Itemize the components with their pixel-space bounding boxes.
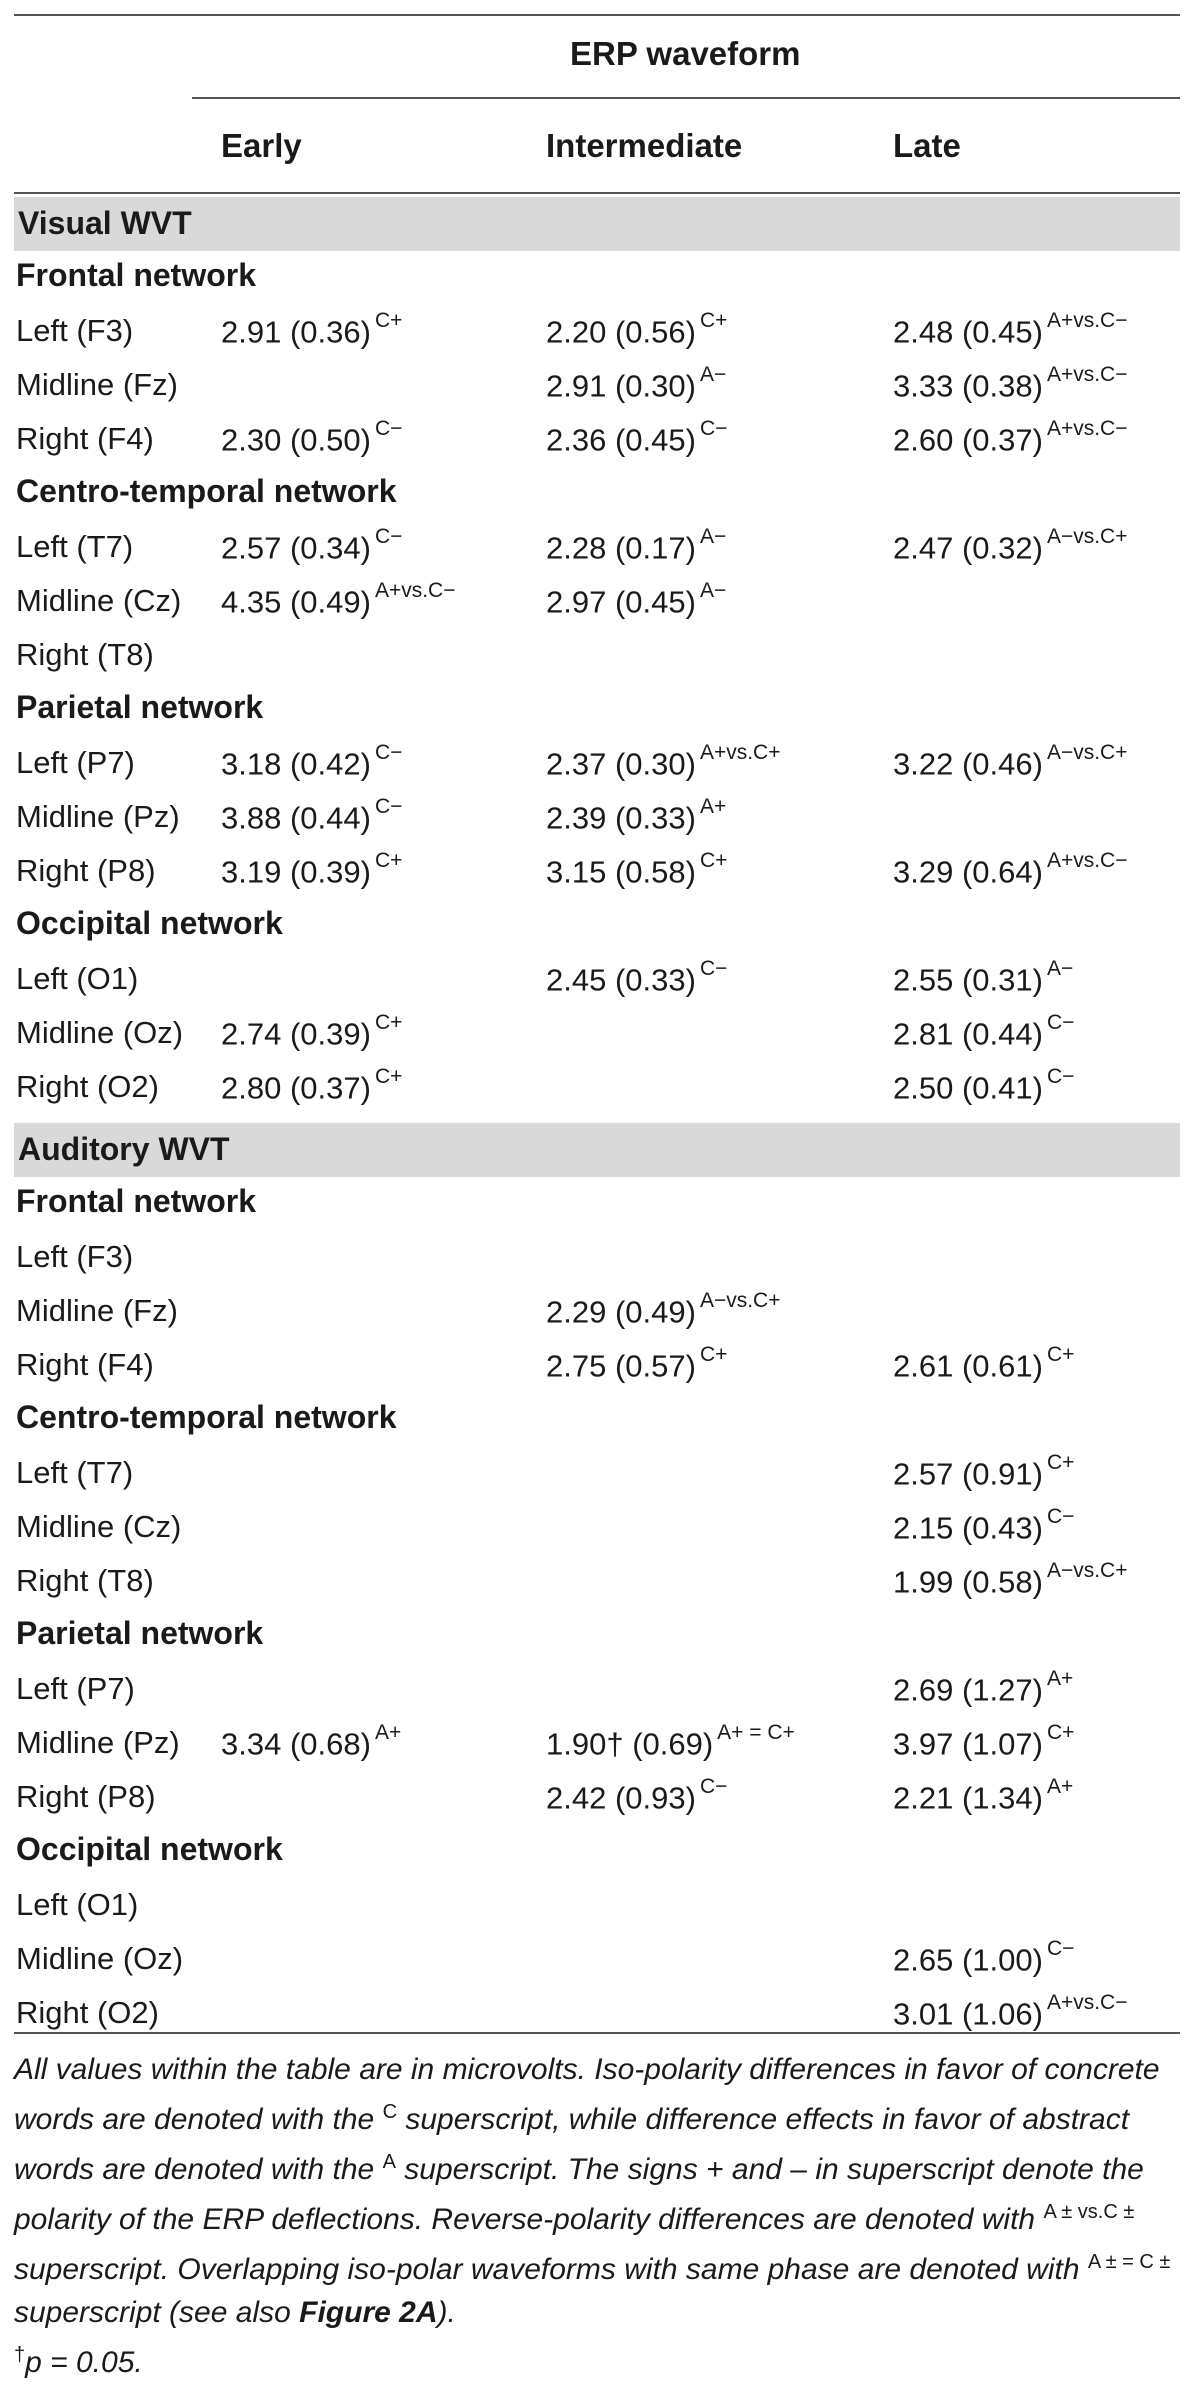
value-cell-inter — [546, 1721, 795, 1762]
value-cell-early — [221, 1065, 403, 1106]
cell-superscript: A+ — [1046, 1775, 1074, 1798]
row-label: Midline (Cz) — [16, 1509, 182, 1544]
table-row — [0, 637, 1200, 691]
section-title: Auditory WVT — [18, 1131, 230, 1167]
value-cell-inter — [546, 579, 727, 620]
cell-superscript: A−vs.C+ — [1046, 741, 1128, 764]
row-label: Left (T7) — [16, 1455, 134, 1490]
cell-superscript: C− — [374, 525, 403, 548]
cell-value: 2.60 (0.37) — [893, 422, 1043, 458]
cell-superscript: A+ — [374, 1721, 402, 1744]
cell-superscript: C+ — [1046, 1721, 1075, 1744]
value-cell-early — [221, 1721, 402, 1762]
table-row — [0, 957, 1200, 1015]
cell-value: 2.15 (0.43) — [893, 1510, 1043, 1546]
cell-value: 3.97 (1.07) — [893, 1726, 1043, 1762]
cell-value: 3.19 (0.39) — [221, 854, 371, 890]
cell-superscript: A−vs.C+ — [1046, 1559, 1128, 1582]
value-cell-inter — [546, 417, 728, 458]
network-heading: Parietal network — [16, 689, 264, 725]
cell-value: 2.65 (1.00) — [893, 1942, 1043, 1978]
value-cell-late — [893, 849, 1128, 890]
value-cell-late — [893, 1991, 1128, 2032]
table-row — [0, 1991, 1200, 2049]
cell-superscript: C− — [699, 957, 728, 980]
row-label: Right (O2) — [16, 1995, 159, 2030]
col-header-early: Early — [221, 127, 302, 164]
value-cell-late — [893, 1937, 1075, 1978]
table-row — [0, 849, 1200, 907]
row-label: Left (F3) — [16, 313, 134, 348]
cell-superscript: A+vs.C− — [1046, 309, 1128, 332]
row-label: Midline (Fz) — [16, 367, 178, 402]
cell-superscript: C− — [1046, 1505, 1075, 1528]
cell-value: 2.50 (0.41) — [893, 1070, 1043, 1106]
network-heading: Centro-temporal network — [16, 473, 397, 509]
cell-superscript: C+ — [699, 309, 728, 332]
cell-superscript: A− — [699, 579, 727, 602]
cell-value: 2.75 (0.57) — [546, 1348, 696, 1384]
network-heading: Centro-temporal network — [16, 1399, 397, 1435]
cell-value: 3.22 (0.46) — [893, 746, 1043, 782]
row-label: Right (F4) — [16, 421, 154, 456]
footnote-figure-ref: Figure 2A — [299, 2296, 438, 2329]
value-cell-inter — [546, 1289, 781, 1330]
cell-superscript: C− — [374, 741, 403, 764]
cell-value: 2.74 (0.39) — [221, 1016, 371, 1052]
cell-superscript: A− — [1046, 957, 1074, 980]
cell-superscript: A+vs.C− — [1046, 1991, 1128, 2014]
value-cell-late — [893, 957, 1074, 998]
value-cell-late — [893, 1775, 1074, 1816]
value-cell-late — [893, 525, 1128, 566]
value-cell-late — [893, 1721, 1075, 1762]
table-row — [0, 1887, 1200, 1941]
table-row — [0, 579, 1200, 637]
cell-value: 3.15 (0.58) — [546, 854, 696, 890]
value-cell-early — [221, 741, 403, 782]
cell-value: 4.35 (0.49) — [221, 584, 371, 620]
cell-value: 2.36 (0.45) — [546, 422, 696, 458]
cell-value: 3.33 (0.38) — [893, 368, 1043, 404]
cell-value: 2.28 (0.17) — [546, 530, 696, 566]
header-rule — [14, 192, 1180, 194]
cell-value: 2.91 (0.36) — [221, 314, 371, 350]
table-row — [0, 1065, 1200, 1123]
footnote-sup-a: A — [382, 2151, 396, 2173]
footnote-text-3: superscript. The signs + and – in superscript denote the polarity of the ERP deflections. Reverse-polarity differences are denoted with — [14, 2153, 1144, 2236]
cell-superscript: A+vs.C+ — [699, 741, 781, 764]
value-cell-early — [221, 795, 403, 836]
cell-value: 2.47 (0.32) — [893, 530, 1043, 566]
cell-value: 3.88 (0.44) — [221, 800, 371, 836]
table-row — [0, 1775, 1200, 1833]
footnote-text-2: superscript, while difference effects in favor of abstract words are denoted with the — [14, 2103, 1130, 2186]
table-row — [0, 741, 1200, 799]
cell-superscript: C+ — [374, 1011, 403, 1034]
table-row — [0, 363, 1200, 421]
table-row — [0, 309, 1200, 367]
footnote-text-6: ). — [437, 2296, 456, 2329]
footnote-text-1: All values within the table are in microvolts. Iso-polarity differences in favor of concrete words are denoted with the — [14, 2053, 1160, 2136]
col-header-late: Late — [893, 127, 961, 164]
row-label: Left (T7) — [16, 529, 134, 564]
row-label: Right (P8) — [16, 1779, 156, 1814]
cell-value: 2.29 (0.49) — [546, 1294, 696, 1330]
network-heading: Frontal network — [16, 1183, 257, 1219]
row-label: Left (P7) — [16, 745, 135, 780]
cell-superscript: C− — [1046, 1011, 1075, 1034]
cell-superscript: C+ — [374, 849, 403, 872]
cell-value: 2.97 (0.45) — [546, 584, 696, 620]
value-cell-inter — [546, 1343, 728, 1384]
cell-value: 2.57 (0.91) — [893, 1456, 1043, 1492]
cell-value: 3.01 (1.06) — [893, 1996, 1043, 2032]
footnote-text-5: superscript (see also — [14, 2296, 291, 2329]
cell-superscript: C− — [699, 1775, 728, 1798]
cell-value: 1.99 (0.58) — [893, 1564, 1043, 1600]
table-footnote — [14, 2048, 1182, 2384]
row-label: Midline (Oz) — [16, 1941, 184, 1976]
column-group-header: ERP waveform — [570, 35, 801, 72]
cell-value: 3.34 (0.68) — [221, 1726, 371, 1762]
row-label: Right (F4) — [16, 1347, 154, 1382]
network-heading: Frontal network — [16, 257, 257, 293]
cell-superscript: A− — [699, 525, 727, 548]
cell-superscript: A+vs.C− — [1046, 417, 1128, 440]
cell-value: 2.91 (0.30) — [546, 368, 696, 404]
table-row — [0, 1667, 1200, 1725]
table-row — [0, 1011, 1200, 1069]
row-label: Midline (Cz) — [16, 583, 182, 618]
table-row — [0, 795, 1200, 853]
footnote-sup-same: A ± = C ± — [1087, 2251, 1171, 2273]
value-cell-inter — [546, 1775, 728, 1816]
network-heading: Occipital network — [16, 905, 283, 941]
value-cell-inter — [546, 525, 727, 566]
value-cell-early — [221, 309, 403, 350]
value-cell-late — [893, 1065, 1075, 1106]
cell-value: 2.61 (0.61) — [893, 1348, 1043, 1384]
value-cell-late — [893, 363, 1128, 404]
col-header-intermediate: Intermediate — [546, 127, 743, 164]
cell-value: 2.30 (0.50) — [221, 422, 371, 458]
cell-value: 2.42 (0.93) — [546, 1780, 696, 1816]
footnote-text-4: superscript. Overlapping iso-polar waveforms with same phase are denoted with — [14, 2253, 1080, 2286]
network-heading: Parietal network — [16, 1615, 264, 1651]
cell-value: 2.55 (0.31) — [893, 962, 1043, 998]
value-cell-inter — [546, 309, 728, 350]
table-row — [0, 1343, 1200, 1401]
row-label: Midline (Fz) — [16, 1293, 178, 1328]
footnote-sup-c: C — [382, 2101, 398, 2123]
value-cell-early — [221, 1011, 403, 1052]
cell-value: 2.57 (0.34) — [221, 530, 371, 566]
cell-superscript: A+ — [699, 795, 727, 818]
footnote-sup-reverse: A ± vs.C ± — [1043, 2201, 1135, 2223]
section-band — [14, 197, 1180, 251]
row-label: Midline (Pz) — [16, 1725, 180, 1760]
network-heading: Occipital network — [16, 1831, 283, 1867]
row-label: Right (T8) — [16, 1563, 154, 1598]
top-rule — [14, 14, 1180, 16]
cell-superscript: C+ — [374, 1065, 403, 1088]
row-label: Midline (Pz) — [16, 799, 180, 834]
value-cell-inter — [546, 795, 727, 836]
table-row — [0, 525, 1200, 583]
value-cell-late — [893, 1667, 1074, 1708]
cell-value: 2.48 (0.45) — [893, 314, 1043, 350]
table-row — [0, 1451, 1200, 1509]
value-cell-early — [221, 525, 403, 566]
cell-value: 1.90† (0.69) — [546, 1726, 714, 1762]
cell-value: 3.29 (0.64) — [893, 854, 1043, 890]
cell-superscript: A−vs.C+ — [1046, 525, 1128, 548]
value-cell-late — [893, 1505, 1075, 1546]
cell-superscript: C+ — [1046, 1343, 1075, 1366]
row-label: Left (P7) — [16, 1671, 135, 1706]
cell-value: 2.69 (1.27) — [893, 1672, 1043, 1708]
row-label: Midline (Oz) — [16, 1015, 184, 1050]
cell-superscript: A−vs.C+ — [699, 1289, 781, 1312]
cell-value: 2.37 (0.30) — [546, 746, 696, 782]
cell-value: 2.81 (0.44) — [893, 1016, 1043, 1052]
cell-superscript: C− — [374, 417, 403, 440]
cell-superscript: A+ = C+ — [717, 1721, 795, 1744]
value-cell-early — [221, 417, 403, 458]
value-cell-early — [221, 579, 456, 620]
cell-superscript: C+ — [699, 849, 728, 872]
cell-superscript: C+ — [699, 1343, 728, 1366]
value-cell-inter — [546, 849, 728, 890]
section-title: Visual WVT — [18, 205, 192, 241]
value-cell-late — [893, 1451, 1075, 1492]
row-label: Right (O2) — [16, 1069, 159, 1104]
table-row — [0, 1239, 1200, 1293]
table-row — [0, 1937, 1200, 1995]
row-label: Left (F3) — [16, 1239, 134, 1274]
value-cell-late — [893, 1559, 1128, 1600]
table-row — [0, 1721, 1200, 1779]
cell-superscript: A+vs.C− — [1046, 363, 1128, 386]
table-row — [0, 1505, 1200, 1563]
cell-superscript: A+ — [1046, 1667, 1074, 1690]
value-cell-late — [893, 309, 1128, 350]
cell-superscript: C− — [1046, 1065, 1075, 1088]
value-cell-late — [893, 1011, 1075, 1052]
cell-superscript: A+vs.C− — [1046, 849, 1128, 872]
value-cell-inter — [546, 363, 727, 404]
cell-value: 3.18 (0.42) — [221, 746, 371, 782]
cell-superscript: A+vs.C− — [374, 579, 456, 602]
table-row — [0, 1559, 1200, 1617]
cell-value: 2.21 (1.34) — [893, 1780, 1043, 1816]
bottom-rule — [14, 2032, 1180, 2034]
row-label: Left (O1) — [16, 1887, 139, 1922]
row-label: Right (P8) — [16, 853, 156, 888]
cell-value: 2.39 (0.33) — [546, 800, 696, 836]
cell-superscript: C+ — [374, 309, 403, 332]
value-cell-late — [893, 1343, 1075, 1384]
cell-superscript: C− — [699, 417, 728, 440]
cell-superscript: A− — [699, 363, 727, 386]
value-cell-late — [893, 741, 1128, 782]
value-cell-early — [221, 849, 403, 890]
cell-superscript: C− — [374, 795, 403, 818]
table-row — [0, 417, 1200, 475]
footnote-dagger: † — [14, 2344, 26, 2366]
section-band — [14, 1123, 1180, 1177]
cell-superscript: C+ — [1046, 1451, 1075, 1474]
footnote-pvalue: p = 0.05. — [25, 2346, 143, 2379]
value-cell-inter — [546, 741, 781, 782]
cell-superscript: C− — [1046, 1937, 1075, 1960]
value-cell-late — [893, 417, 1128, 458]
value-cell-inter — [546, 957, 728, 998]
row-label: Right (T8) — [16, 637, 154, 672]
cell-value: 2.45 (0.33) — [546, 962, 696, 998]
table-row — [0, 1289, 1200, 1347]
cell-value: 2.80 (0.37) — [221, 1070, 371, 1106]
group-rule — [192, 97, 1180, 99]
cell-value: 2.20 (0.56) — [546, 314, 696, 350]
row-label: Left (O1) — [16, 961, 139, 996]
